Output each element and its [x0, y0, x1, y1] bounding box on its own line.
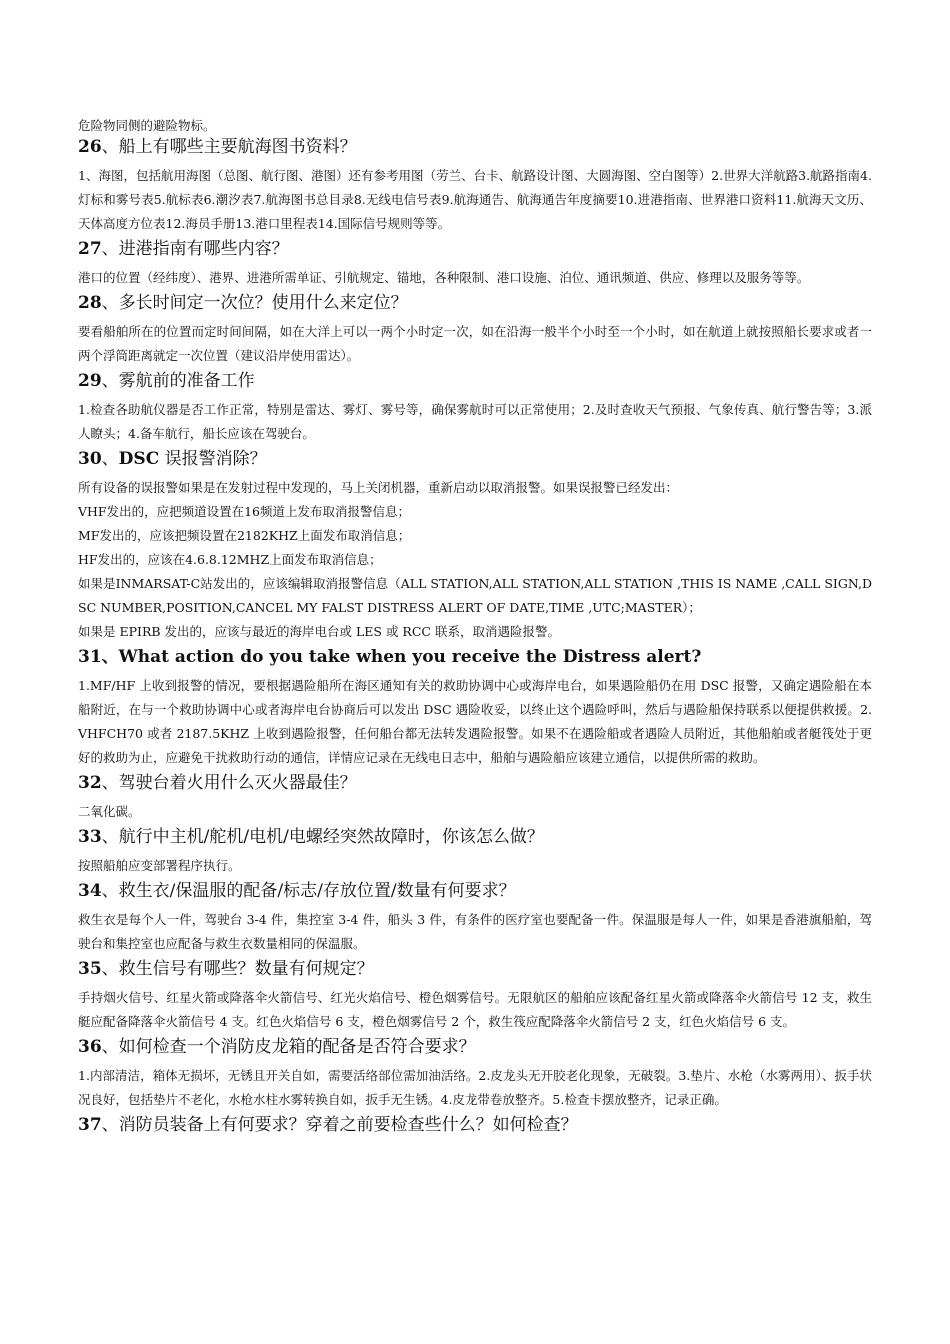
question-separator: 、 — [101, 647, 119, 667]
question-separator: 、 — [101, 1115, 119, 1135]
question-heading — [78, 370, 872, 392]
question-separator: 、 — [101, 137, 119, 157]
question-heading — [78, 826, 872, 848]
question-text: 救生信号有哪些？数量有何规定？ — [118, 959, 374, 979]
question-number: 26 — [78, 137, 102, 157]
question-heading — [78, 136, 872, 158]
question-separator: 、 — [101, 449, 119, 469]
answer-paragraph: MF发出的，应该把频设置在2182KHZ上面发布取消信息； — [78, 528, 411, 543]
question-heading — [78, 448, 872, 470]
lead-paragraph: 危险物同侧的避险物标。 — [78, 118, 216, 133]
question-number: 33 — [78, 827, 102, 847]
answer-paragraph: 1.检查各助航仪器是否工作正常，特别是雷达、雾灯、雾号等，确保雾航时可以正常使用；2.及时查收天气预报、气象传真、航行警告等；3.派人瞭头；4.备车航行，船长应该在驾驶台。 — [78, 402, 872, 441]
answer-block — [78, 476, 872, 644]
answer-block — [78, 320, 872, 368]
answer-paragraph: 1.内部清洁，箱体无损坏，无锈且开关自如，需要活络部位需加油活络。2.皮龙头无开胶老化现象，无破裂。3.垫片、水枪（水雾两用）、扳手状况良好，包括垫片不老化，水枪水柱水雾转换自如，扳手无生锈。4.皮龙带卷放整齐。5.检查卡摆放整齐，记录正确。 — [78, 1068, 872, 1107]
qa-sections — [78, 136, 872, 1136]
answer-paragraph: 手持烟火信号、红星火箭或降落伞火箭信号、红光火焰信号、橙色烟雾信号。无限航区的船舶应该配备红星火箭或降落伞火箭信号 12 支，救生艇应配备降落伞火箭信号 4 支。红色火焰信号 6 支，橙色烟雾信号 2 个，救生筏应配降落伞火箭信号 2 支，红色火焰信号 6 支。 — [78, 990, 872, 1029]
question-separator: 、 — [101, 827, 119, 847]
answer-block — [78, 674, 872, 770]
answer-block — [78, 164, 872, 236]
answer-block — [78, 398, 872, 446]
question-text: 驾驶台着火用什么灭火器最佳？ — [118, 773, 357, 793]
question-heading — [78, 238, 872, 260]
answer-block — [78, 800, 872, 824]
answer-paragraph: 所有设备的误报警如果是在发射过程中发现的，马上关闭机器，重新启动以取消报警。如果误报警已经发出： — [78, 480, 679, 495]
question-separator: 、 — [101, 959, 119, 979]
question-number: 34 — [78, 881, 102, 901]
answer-paragraph: 按照船舶应变部署程序执行。 — [78, 858, 241, 873]
question-heading — [78, 1036, 872, 1058]
question-text: 船上有哪些主要航海图书资料？ — [118, 137, 357, 157]
question-separator: 、 — [101, 239, 119, 259]
answer-paragraph: 如果是 EPIRB 发出的，应该与最近的海岸电台或 LES 或 RCC 联系，取消遇险报警。 — [78, 624, 560, 639]
answer-paragraph: 港口的位置（经纬度）、港界、进港所需单证、引航规定、锚地，各种限制、港口设施、泊位、通讯频道、供应、修理以及服务等等。 — [78, 270, 810, 285]
question-heading — [78, 1114, 872, 1136]
question-heading — [78, 880, 872, 902]
answer-paragraph: 要看船舶所在的位置而定时间间隔，如在大洋上可以一两个小时定一次，如在沿海一般半个小时至一个小时，如在航道上就按照船长要求或者一两个浮筒距离就定一次位置（建议沿岸使用雷达）。 — [78, 324, 872, 363]
answer-paragraph: 二氧化碳。 — [78, 804, 141, 819]
question-separator: 、 — [101, 881, 119, 901]
question-heading — [78, 292, 872, 314]
answer-paragraph: 1.MF/HF 上收到报警的情况，要根据遇险船所在海区通知有关的救助协调中心或海岸电台，如果遇险船仍在用 DSC 报警，又确定遇险船在本船附近，在与一个救助协调中心或者海岸电台协商后可以发出 DSC 遇险收妥，以终止这个遇险呼叫，然后与遇险船保持联系以便提供救援。2.VHFCH70 或者 2187.5KHZ 上收到遇险报警，任何船台都无法转发遇险报警。如果不在遇险船或者遇险人员附近，其他船舶或者艇筏处于更好的救助为止，应避免干扰救助行动的通信，详情应记录在无线电日志中，船舶与遇险船应该建立通信，以提供所需的救助。 — [78, 678, 872, 765]
answer-paragraph: HF发出的，应该在4.6.8.12MHZ上面发布取消信息； — [78, 552, 382, 567]
question-number: 29 — [78, 371, 102, 391]
question-number: 30 — [78, 449, 102, 469]
question-text: 进港指南有哪些内容？ — [118, 239, 289, 259]
question-separator: 、 — [101, 1037, 119, 1057]
question-heading — [78, 772, 872, 794]
question-number: 28 — [78, 293, 102, 313]
answer-paragraph: VHF发出的，应把频道设置在16频道上发布取消报警信息； — [78, 504, 411, 519]
answer-block — [78, 266, 872, 290]
question-separator: 、 — [101, 773, 119, 793]
answer-block — [78, 986, 872, 1034]
answer-block — [78, 1064, 872, 1112]
question-text: What action do you take when you receive the Distress alert? — [118, 647, 702, 667]
answer-block — [78, 854, 872, 878]
question-heading — [78, 958, 872, 980]
question-number: 27 — [78, 239, 102, 259]
question-text: 救生衣/保温服的配备/标志/存放位置/数量有何要求？ — [118, 881, 516, 901]
question-text: 消防员装备上有何要求？穿着之前要检查些什么？如何检查？ — [118, 1115, 578, 1135]
question-heading — [78, 646, 872, 668]
question-text: 如何检查一个消防皮龙箱的配备是否符合要求？ — [118, 1037, 476, 1057]
question-separator: 、 — [101, 293, 119, 313]
question-text: DSC 误报警消除？ — [118, 449, 267, 469]
answer-paragraph: 救生衣是每个人一件，驾驶台 3-4 件，集控室 3-4 件，船头 3 件，有条件的医疗室也要配备一件。保温服是每人一件，如果是香港旗船舶，驾驶台和集控室也应配备与救生衣数量相同的保温服。 — [78, 912, 872, 951]
question-number: 36 — [78, 1037, 102, 1057]
question-text: 多长时间定一次位？使用什么来定位？ — [118, 293, 408, 313]
question-text: 航行中主机/舵机/电机/电螺经突然故障时，你该怎么做？ — [118, 827, 544, 847]
question-number: 32 — [78, 773, 102, 793]
question-number: 37 — [78, 1115, 102, 1135]
answer-block — [78, 908, 872, 956]
question-number: 31 — [78, 647, 102, 667]
answer-paragraph: 1、海图，包括航用海图（总图、航行图、港图）还有参考用图（劳兰、台卡、航路设计图、大圆海图、空白图等）2.世界大洋航路3.航路指南4.灯标和雾号表5.航标表6.潮汐表7.航海图书总目录8.无线电信号表9.航海通告、航海通告年度摘要10.进港指南、世界港口资料11.航海天文历、天体高度方位表12.海员手册13.港口里程表14.国际信号规则等等。 — [78, 168, 872, 231]
question-text: 雾航前的准备工作 — [118, 371, 255, 391]
question-number: 35 — [78, 959, 102, 979]
question-separator: 、 — [101, 371, 119, 391]
answer-paragraph: 如果是INMARSAT-C站发出的，应该编辑取消报警信息（ALL STATION,ALL STATION,ALL STATION ,THIS IS NAME ,CALL SIGN,DSC NUMBER,POSITION,CANCEL MY FALST DISTRESS ALERT OF DATE,TIME ,UTC;MASTER）； — [78, 576, 872, 615]
